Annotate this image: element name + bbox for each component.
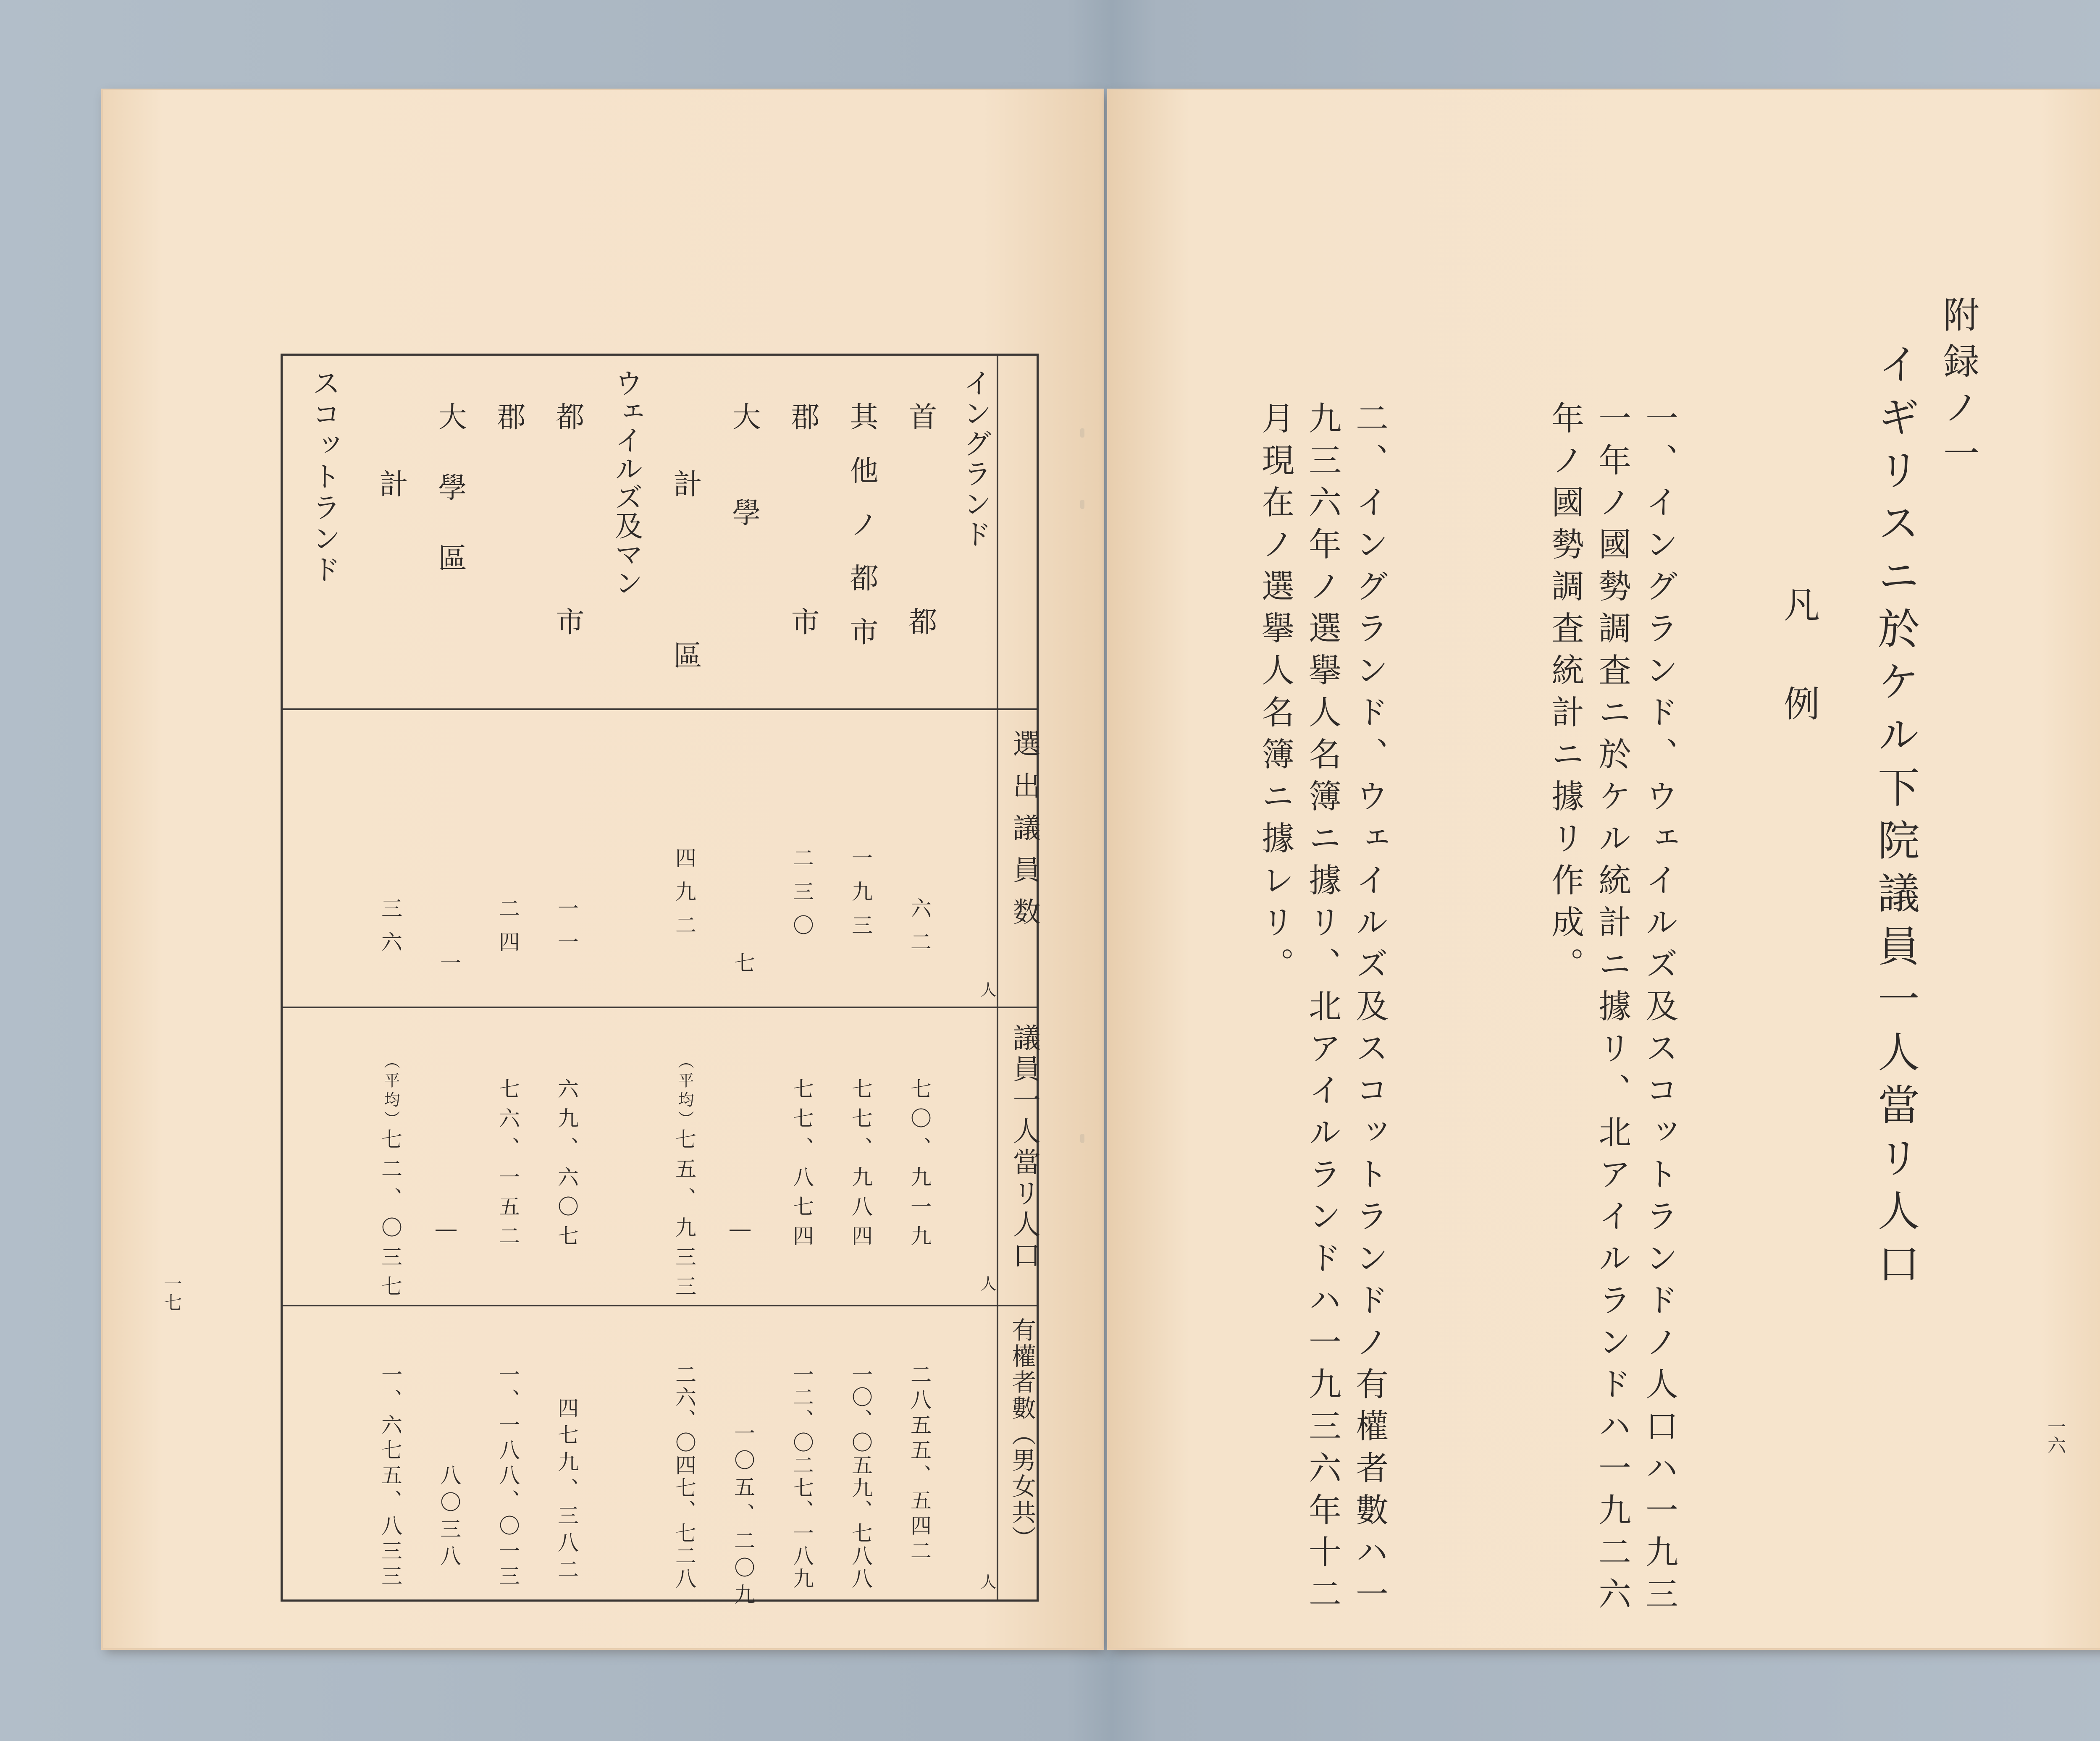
- average-note: （平均）: [381, 1053, 400, 1130]
- row-label: 首都: [904, 402, 937, 812]
- paragraph-1: [1541, 401, 1683, 1619]
- pop-value: 七七、八七四: [790, 1078, 814, 1254]
- electors-value: 二六、〇四七、七二八: [672, 1363, 696, 1590]
- row-label: 大學: [727, 402, 761, 593]
- seats-value: 一: [437, 952, 461, 986]
- average-note: （平均）: [675, 1053, 694, 1130]
- electors-value: 一、一八八、〇一三: [496, 1363, 520, 1590]
- pop-value: 七五、九三三: [672, 1128, 696, 1305]
- row-label: ウェイルズ及マン: [610, 368, 643, 597]
- seats-value: 三六: [378, 897, 402, 965]
- seats-value: 四九二: [672, 847, 696, 948]
- electors-value: 一、六七五、八三三: [378, 1363, 402, 1590]
- table-divider: [283, 1007, 1037, 1008]
- row-label: 計區: [669, 469, 702, 812]
- page-number: 一七: [160, 1274, 182, 1311]
- binding-stitch: [1080, 1134, 1084, 1143]
- row-label: 計: [375, 469, 408, 509]
- page-title: イギリスニ於ケル下院議員一人當リ人口: [1871, 342, 1920, 1295]
- page-number: 一六: [2044, 1417, 2066, 1454]
- region-label-england: イングランド: [958, 368, 992, 550]
- row-label: 大學區: [433, 402, 467, 614]
- electoral-table: [281, 354, 1040, 1610]
- row-label: 郡市: [786, 402, 819, 812]
- electors-value: 八〇三八: [437, 1464, 461, 1572]
- seats-value: 六二: [907, 897, 932, 965]
- electors-value: 一二、〇二七、一八九: [790, 1363, 814, 1590]
- left-page: [103, 90, 1102, 1648]
- table-divider: [997, 356, 998, 1599]
- unit-mark: 人: [978, 1275, 996, 1295]
- appendix-label: 附録ノ一: [1937, 296, 1979, 481]
- seats-value: 一九三: [848, 847, 873, 948]
- paragraph-text: 二、イングランド、ウェイルズ及スコットランドノ有權者數ハ一九三六年ノ選擧人名簿ニ據リ、北アイルランドハ一九三六年十二月現在ノ選擧人名簿ニ據レリ。: [1256, 401, 1388, 1619]
- column-header-seats: 選出議員数: [1008, 729, 1040, 939]
- pop-value: ―: [434, 1217, 458, 1253]
- electors-value: 四七九、三八二: [554, 1397, 579, 1585]
- row-label: 都市: [551, 402, 584, 812]
- row-label: スコットランド: [307, 368, 341, 586]
- unit-mark: 人: [978, 981, 996, 1001]
- seats-value: 二三〇: [790, 847, 814, 948]
- pop-value: ―: [728, 1217, 752, 1253]
- pop-value: 七二、〇三七: [378, 1128, 402, 1305]
- section-subheading: 凡例: [1777, 586, 1819, 784]
- paragraph-text: 一、イングランド、ウェイルズ及スコットランドノ人口ハ一九三一年ノ國勢調査ニ於ケル統計ニ據リ、北アイルランドハ一九二六年ノ國勢調査統計ニ據リ作成。: [1546, 401, 1678, 1619]
- row-label: 郡: [492, 402, 525, 442]
- pop-value: 七〇、九一九: [907, 1078, 932, 1254]
- row-label: 其他ノ都市: [845, 402, 878, 671]
- column-header-electors: 有權者數（男女共）: [1008, 1317, 1036, 1552]
- electors-value: 一〇五、二〇九: [731, 1422, 755, 1610]
- electors-value: 一〇、〇五九、七八八: [848, 1363, 873, 1590]
- seats-value: 七: [731, 952, 755, 986]
- electors-value: 二八五五、五四二: [907, 1363, 932, 1565]
- table-divider: [283, 1305, 1037, 1306]
- seats-value: 一一: [554, 897, 579, 965]
- right-page: [1109, 90, 2100, 1648]
- seats-value: 二四: [496, 897, 520, 965]
- binding-stitch: [1080, 500, 1084, 509]
- pop-value: 七六、一五二: [496, 1078, 520, 1254]
- paragraph-2: [1252, 401, 1393, 1619]
- pop-value: 七七、九八四: [848, 1078, 873, 1254]
- column-header-pop-per-member: 議員一人當リ人口: [1008, 1023, 1040, 1272]
- pop-value: 六九、六〇七: [554, 1078, 579, 1254]
- unit-mark: 人: [978, 1573, 996, 1593]
- binding-stitch: [1080, 428, 1084, 438]
